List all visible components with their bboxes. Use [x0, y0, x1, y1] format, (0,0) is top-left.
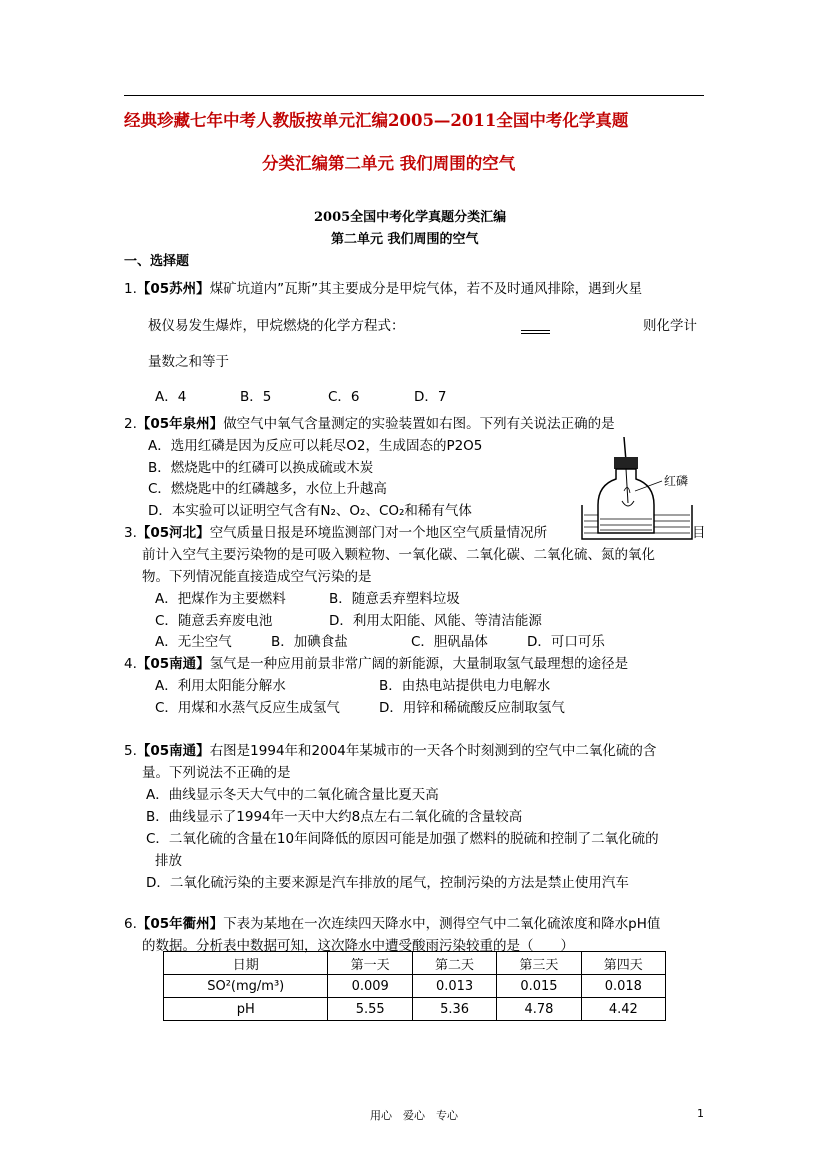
table-header-cell: 日期 [164, 952, 328, 975]
page-number: 1 [697, 1107, 704, 1120]
q5-source: 【05南通】 [136, 743, 210, 759]
q5-option-c-cont: 排放 [155, 853, 182, 869]
q1-option-d: D．7 [414, 389, 447, 405]
q2-option-a: A．选用红磷是因为反应可以耗尽O2，生成固态的P2O5 [148, 438, 483, 454]
table-cell: 0.018 [581, 975, 665, 998]
q1-option-a: A．4 [155, 389, 187, 405]
table-cell: 0.013 [412, 975, 496, 998]
q1-number: 1. [124, 281, 137, 297]
q5-option-d: D．二氧化硫污染的主要来源是汽车排放的尾气，控制污染的方法是禁止使用汽车 [146, 875, 629, 891]
q4-option-d: D．用锌和稀硫酸反应制取氢气 [379, 700, 565, 716]
q5-stem: 右图是1994年和2004年某城市的一天各个时刻测到的空气中二氧化硫的含 [209, 743, 657, 759]
table-row [164, 998, 666, 1021]
header-rule [124, 95, 704, 96]
q5-option-c: C．二氧化硫的含量在10年间降低的原因可能是加强了燃料的脱硫和控制了二氧化硫的 [146, 831, 659, 847]
subtitle-line1: 2005全国中考化学真题分类汇编 [314, 210, 507, 225]
q3-line3: 物。下列情况能直接造成空气污染的是 [142, 569, 372, 585]
q4-source: 【05南通】 [136, 656, 210, 672]
q3-option-b: B．随意丢弃塑料垃圾 [329, 591, 460, 607]
q1-line2: 极仪易发生爆炸，甲烷燃烧的化学方程式： [148, 318, 405, 334]
equation-equals-bar2 [521, 333, 550, 334]
q3-extra-option-b: B．加碘食盐 [271, 634, 348, 650]
q4-line1 [124, 652, 628, 672]
equation-equals-bar [521, 330, 550, 331]
so2-ph-data-table [163, 951, 666, 1021]
q3-extra-option-a: A．无尘空气 [155, 634, 232, 650]
section-heading: 一、选择题 [124, 254, 190, 269]
table-cell: 5.55 [328, 998, 412, 1021]
q3-stem: 空气质量日报是环境监测部门对一个地区空气质量情况所 [209, 525, 548, 541]
q4-option-b: B．由热电站提供电力电解水 [379, 678, 551, 694]
table-cell: 0.015 [497, 975, 581, 998]
oxygen-experiment-apparatus-figure [580, 435, 710, 545]
q1-stem: 煤矿坑道内”瓦斯”其主要成分是甲烷气体，若不及时通风排除，遇到火星 [209, 281, 643, 297]
q2-line1 [124, 412, 615, 432]
footer-slogan: 用心 爱心 专心 [370, 1109, 458, 1122]
q3-extra-option-d: D．可口可乐 [527, 634, 605, 650]
q1-line1 [124, 277, 642, 297]
q6-number: 6. [124, 916, 137, 932]
q5-option-b: B．曲线显示了1994年一天中大约8点左右二氧化硫的含量较高 [146, 809, 523, 825]
table-cell: 5.36 [412, 998, 496, 1021]
table-header-cell: 第二天 [412, 952, 496, 975]
q6-stem: 下表为某地在一次连续四天降水中，测得空气中二氧化硫浓度和降水pH值 [223, 916, 661, 932]
document-title-line1: 经典珍藏七年中考人教版按单元汇编2005—2011全国中考化学真题 [124, 111, 629, 130]
table-header-cell: 第四天 [581, 952, 665, 975]
q6-source: 【05年衢州】 [136, 916, 224, 932]
q2-source: 【05年泉州】 [136, 416, 224, 432]
red-phosphorus-label: 红磷 [664, 474, 689, 488]
table-header-cell: 第一天 [328, 952, 412, 975]
table-header-cell: 第三天 [497, 952, 581, 975]
q2-stem: 做空气中氧气含量测定的实验装置如右图。下列有关说法正确的是 [223, 416, 615, 432]
subtitle-line2: 第二单元 我们周围的空气 [331, 232, 479, 247]
q4-option-c: C．用煤和水蒸气反应生成氢气 [155, 700, 340, 716]
q3-extra-option-c: C．胆矾晶体 [411, 634, 488, 650]
q3-line1 [124, 521, 547, 541]
q3-number: 3. [124, 525, 137, 541]
q4-option-a: A．利用太阳能分解水 [155, 678, 286, 694]
table-cell: SO²(mg/m³) [164, 975, 328, 998]
q3-source: 【05河北】 [136, 525, 210, 541]
document-title-line2: 分类汇编第二单元 我们周围的空气 [262, 154, 516, 173]
q3-option-a: A．把煤作为主要燃料 [155, 591, 286, 607]
q3-line1-tail: 目 [692, 525, 706, 541]
q5-line1 [124, 739, 656, 759]
q3-option-d: D．利用太阳能、风能、等清洁能源 [329, 613, 542, 629]
q5-line2: 量。下列说法不正确的是 [142, 765, 291, 781]
q1-line3: 量数之和等于 [148, 354, 229, 370]
q5-number: 5. [124, 743, 137, 759]
q5-option-a: A．曲线显示冬天大气中的二氧化硫含量比夏天高 [146, 787, 439, 803]
q4-stem: 氢气是一种应用前景非常广阔的新能源，大量制取氢气最理想的途径是 [209, 656, 629, 672]
table-cell: 4.42 [581, 998, 665, 1021]
q2-option-b: B．燃烧匙中的红磷可以换成硫或木炭 [148, 460, 374, 476]
table-cell: pH [164, 998, 328, 1021]
q3-option-c: C．随意丢弃废电池 [155, 613, 273, 629]
q4-number: 4. [124, 656, 137, 672]
q2-option-d: D．本实验可以证明空气含有N₂、O₂、CO₂和稀有气体 [148, 503, 472, 519]
q6-line1 [124, 912, 660, 932]
q1-option-c: C．6 [328, 389, 360, 405]
q1-option-b: B．5 [240, 389, 272, 405]
table-cell: 4.78 [497, 998, 581, 1021]
q1-source: 【05苏州】 [136, 281, 210, 297]
q2-option-c: C．燃烧匙中的红磷越多，水位上升越高 [148, 481, 387, 497]
table-cell: 0.009 [328, 975, 412, 998]
q6-line2: 的数据。分析表中数据可知，这次降水中遭受酸雨污染较重的是（ ） [142, 938, 574, 954]
q1-line2-right: 则化学计 [643, 318, 697, 334]
table-header-row [164, 952, 666, 975]
q3-line2: 前计入空气主要污染物的是可吸入颗粒物、一氧化碳、二氧化碳、二氧化硫、氮的氧化 [142, 547, 655, 563]
table-row [164, 975, 666, 998]
q2-number: 2. [124, 416, 137, 432]
